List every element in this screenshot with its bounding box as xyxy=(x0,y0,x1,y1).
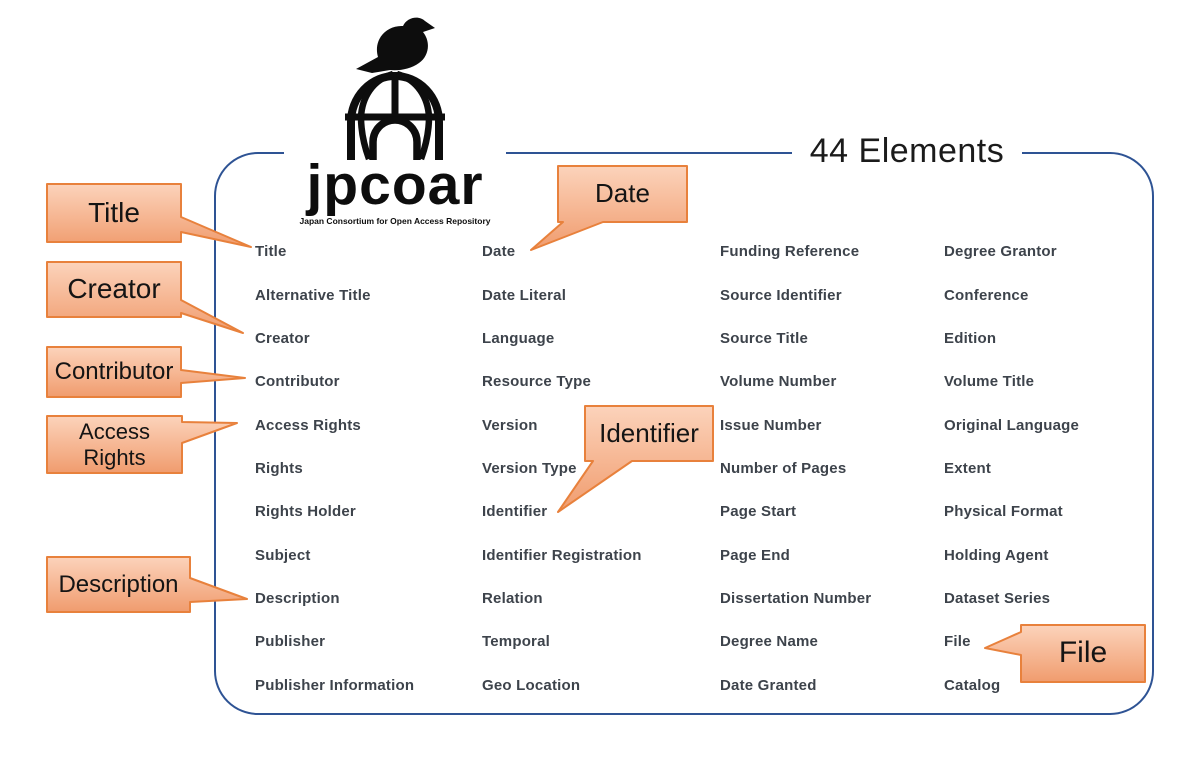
elements-count-title: 44 Elements xyxy=(792,128,1022,175)
element-item: Page Start xyxy=(720,503,797,521)
element-item: Creator xyxy=(255,329,310,347)
bird-on-birdcage-globe-icon xyxy=(317,12,473,162)
element-item: Original Language xyxy=(944,416,1080,434)
element-item: Date Literal xyxy=(482,286,567,304)
element-item: Date xyxy=(482,243,516,261)
callout-label: Identifier xyxy=(599,417,699,448)
logo-wordmark: jpcoar xyxy=(306,153,484,217)
element-item: Date Granted xyxy=(720,676,817,694)
element-item: Version Type xyxy=(482,459,577,477)
element-item: Contributor xyxy=(255,373,340,391)
element-item: Physical Format xyxy=(944,503,1063,521)
element-item: Source Identifier xyxy=(720,286,842,304)
element-item: Page End xyxy=(720,546,790,564)
callout-label: Description xyxy=(58,570,179,598)
element-item: Alternative Title xyxy=(255,286,371,304)
element-item: Dissertation Number xyxy=(720,589,872,607)
element-item: Volume Title xyxy=(944,373,1035,391)
element-item: Version xyxy=(482,416,538,434)
element-item: Dataset Series xyxy=(944,589,1051,607)
element-item: Degree Name xyxy=(720,633,819,651)
callout-label: Date xyxy=(595,178,650,209)
element-item: Volume Number xyxy=(720,373,837,391)
element-item: Edition xyxy=(944,329,997,347)
element-item: Funding Reference xyxy=(720,243,860,261)
element-item: Publisher xyxy=(255,633,326,651)
element-column-3 xyxy=(720,230,871,707)
element-item: Publisher Information xyxy=(255,676,415,694)
element-item: Catalog xyxy=(944,676,1001,694)
callout-label: Access Rights xyxy=(79,419,150,470)
element-item: Identifier xyxy=(482,503,548,521)
element-item: Resource Type xyxy=(482,373,592,391)
callout-label: File xyxy=(1058,636,1108,670)
element-item: Degree Grantor xyxy=(944,243,1057,261)
jpcoar-logo xyxy=(284,12,506,234)
element-item: Relation xyxy=(482,589,543,607)
callout-label: Contributor xyxy=(54,358,174,386)
element-item: Identifier Registration xyxy=(482,546,642,564)
element-item: Geo Location xyxy=(482,676,581,694)
element-item: File xyxy=(944,633,971,651)
element-item: Subject xyxy=(255,546,311,564)
element-item: Access Rights xyxy=(255,416,361,434)
element-item: Rights xyxy=(255,459,303,477)
callout-label: Creator xyxy=(67,273,161,305)
element-item: Conference xyxy=(944,286,1029,304)
element-item: Issue Number xyxy=(720,416,822,434)
callout-label: Title xyxy=(88,196,140,228)
element-item: Rights Holder xyxy=(255,503,356,521)
element-item: Description xyxy=(255,589,340,607)
element-column-1 xyxy=(255,230,414,707)
logo-tagline: Japan Consortium for Open Access Repository xyxy=(299,215,491,226)
element-item: Number of Pages xyxy=(720,459,847,477)
element-item: Extent xyxy=(944,459,992,477)
element-item: Source Title xyxy=(720,329,808,347)
element-item: Holding Agent xyxy=(944,546,1049,564)
element-item: Temporal xyxy=(482,633,551,651)
element-item: Language xyxy=(482,329,555,347)
element-item: Title xyxy=(255,243,287,261)
